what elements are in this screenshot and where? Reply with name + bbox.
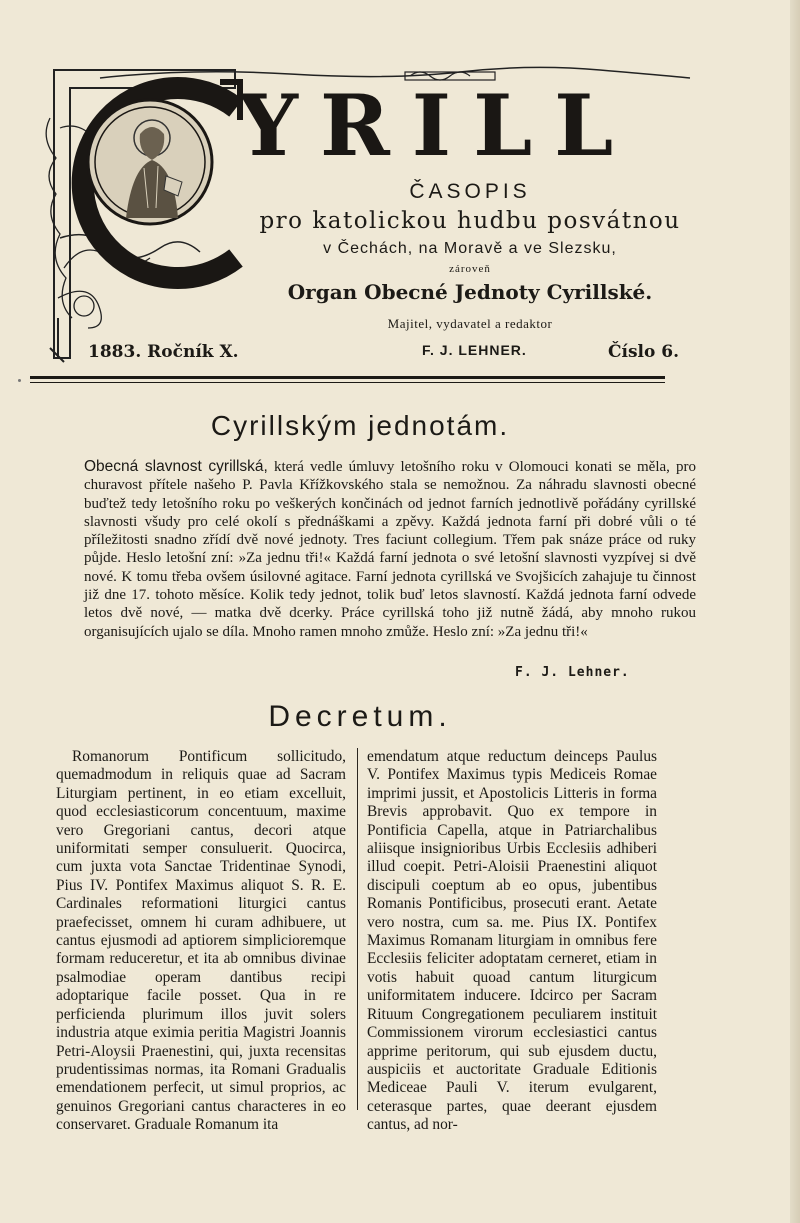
article-signature: F. J. Lehner. [515, 665, 630, 680]
page-edge [790, 0, 800, 1223]
article-body [84, 458, 696, 641]
masthead-casopis: ČASOPIS [409, 180, 531, 203]
masthead-editor: F. J. LEHNER. [422, 342, 527, 358]
article-text: která vedle úmluvy letošního roku v Olomouci konati se měla, pro churavost přítele našeho P. Pavla Křížkovského stala se nemožnou. Za náhradu slavnosti obecné buďtež tedy letošního roku po veškerých končinách od jednot farních jednotlivě pořádány cyrillské slavnosti všudy pro celé okolí s přednáškami a zpěvy. Každá jednota farní při dobré vůli o té příležitosti snadno zřídí dvě nové jednoty. Tres faciunt collegium. Třem pak snáze práce od ruky půjde. Heslo letošní zní: »Za jednu tři!« Každá farní jednota o své letošní slavnosti vyzpívej si dvě nové. K tomu třeba ovšem úsilovné agitace. Farní jednota cyrillská ve Svojšicích zahajuje tu činnost již dne 17. tohoto měsíce. Kolik tedy jednot, tolik buď letos slavností. Každá jednota farní odvede letos dvě nové, — matka dvě dcerky. Práce cyrillská toho již nutně žádá, aby mnoho rukou organisujících ujalo se díla. Mnoho ramen mnoho zmůže. Heslo zní: »Za jednu tři!« [84, 459, 696, 640]
masthead-organ: Organ Obecné Jednoty Cyrillské. [287, 280, 653, 304]
masthead [40, 58, 700, 378]
column-divider [357, 748, 358, 1110]
masthead-rule-thin [30, 382, 665, 383]
decretum-right-column: emendatum atque reductum deinceps Paulus V. Pontifex Maximus typis Mediceis Romae imprimi jussit, et Apostolicis Litteris in forma Brevis approbavit. Quo ex tempore in Pontificia Capella, atque in Patriarchalibus aliisque insignioribus Urbis Ecclesiis adhiberi illud coepit. Petri-Aloisii Praenestini aliquot discipuli coeptum ab eo opus, jubentibus Romanis Pontificibus, prosecuti erant. Aetate vero nostra, cum sa. me. Pius IX. Pontifex Maximus Romanam liturgiam in omnibus fere Ecclesiis feliciter adoptatam cerneret, etiam in votis habuit quoad cantum liturgicum uniformitatem inducere. Idcirco per Sacram Rituum Congregationem peculiarem instituit Commissionem virorum ecclesiastici cantus apprime peritorum, qui sub ejusdem ductu, auspiciis et auctoritate Graduale Editionis Mediceae Pauli V. iterum evulgarent, ceterasque partes, quae deerant ejusdem cantus, ad nor- [367, 748, 657, 1134]
masthead-year-volume: 1883. Ročník X. [88, 342, 239, 362]
masthead-rule [30, 376, 665, 379]
article-heading: Cyrillským jednotám. [210, 410, 510, 441]
masthead-issue: Číslo 6. [608, 342, 680, 362]
article-lead: Obecná slavnost cyrillská, [84, 458, 268, 475]
decretum-left-column: Romanorum Pontificum sollicitudo, quemadmodum in reliquis quae ad Sacram Liturgiam pertinent, in eo etiam excelluit, quod ecclesiasticorum concentuum, maxime vero Gregoriani cantus, decori atque uniformitati semper consuluerit. Quocirca, cum juxta vota Sanctae Tridentinae Synodi, Pius IV. Pontifex Maximus aliquot S. R. E. Cardinales reformationi liturgici cantus praefecisset, omnem hi curam adhibuere, ut cantus ejusmodi ad aptiorem simplicioremque formam reduceretur, et ita ab omnibus divinae psalmodiae operam dantibus recipi adoptarique facile posset. Qua in re perficienda plurimum illos juvit solers industria atque eximia peritia Magistri Joannis Petri-Aloysii Praenestini, qui, juxta recensitas prudentissimas normas, ita Romani Gradualis emendationem perfecit, ut simul proprios, ac genuinos Gregoriani cantus characteres in eo conservaret. Graduale Romanum ita [56, 748, 346, 1134]
decretum-heading: Decretum. [268, 700, 452, 733]
masthead-zaroven: zároveň [449, 263, 491, 275]
masthead-region: v Čechách, na Moravě a ve Slezsku, [323, 240, 617, 257]
masthead-subtitle: pro katolickou hudbu posvátnou [259, 208, 681, 234]
masthead-publisher: Majitel, vydavatel a redaktor [387, 316, 553, 331]
margin-dot [18, 379, 21, 382]
masthead-title: YRILL [238, 76, 636, 175]
